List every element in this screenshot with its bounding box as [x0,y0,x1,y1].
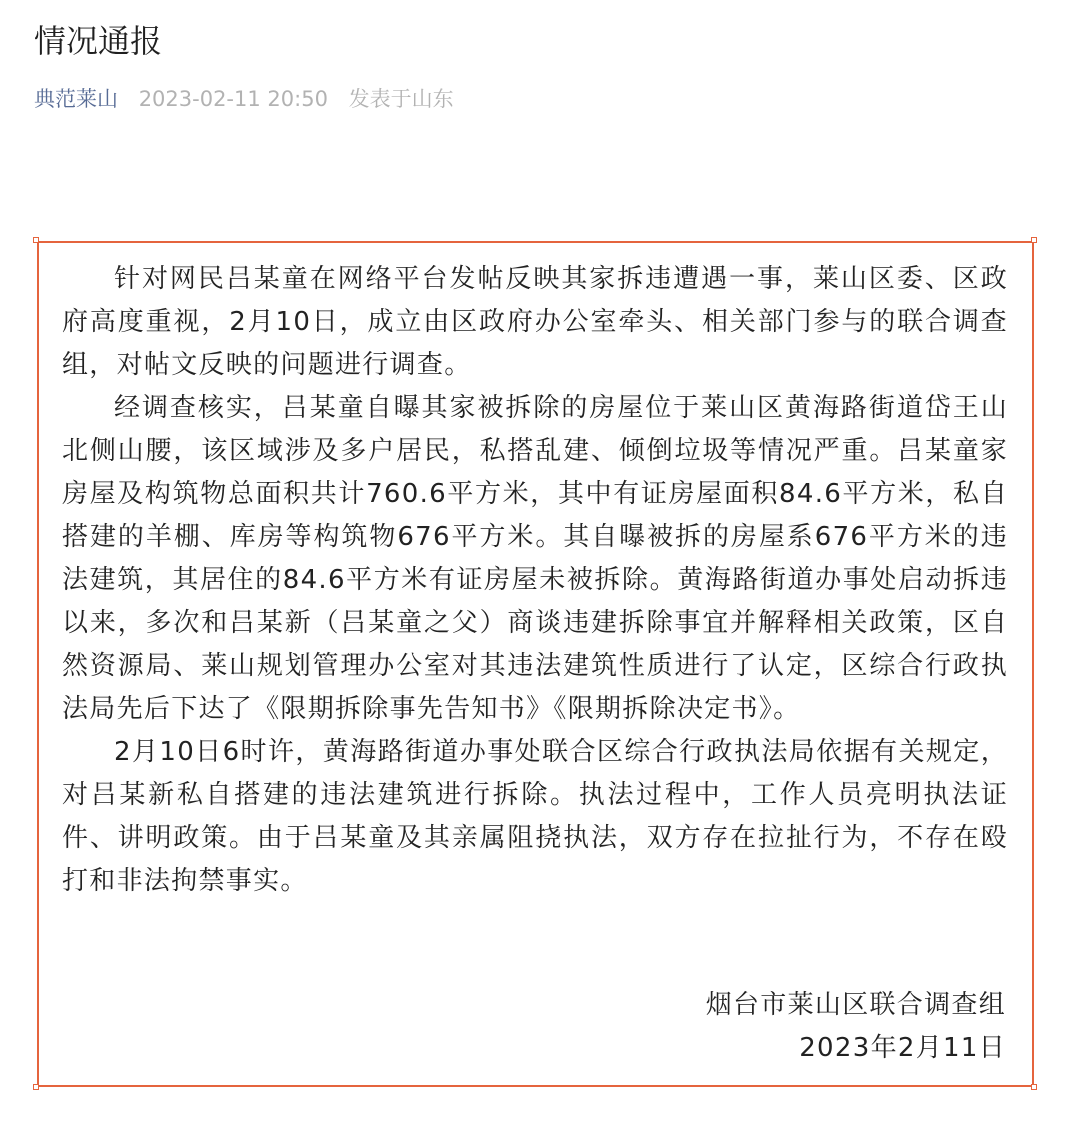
notice-signature [706,984,1006,1070]
notice-paragraph-3: 2月10日6时许，黄海路街道办事处联合区综合行政执法局依据有关规定，对吕某新私自搭建的违法建筑进行拆除。执法过程中，工作人员亮明执法证件、讲明政策。由于吕某童及其亲属阻挠执法，双方存在拉扯行为，不存在殴打和非法拘禁事实。 [62,737,1008,896]
article-title: 情况通报 [34,22,163,60]
signature-organization: 烟台市莱山区联合调查组 [705,990,1006,1020]
publish-location: 发表于山东 [348,87,454,111]
notice-paragraph-2: 经调查核实，吕某童自曝其家被拆除的房屋位于莱山区黄海路街道岱王山北侧山腰，该区域涉及多户居民，私搭乱建、倾倒垃圾等情况严重。吕某童家房屋及构筑物总面积共计760.6平方米，其中有证房屋面积84.6平方米，私自搭建的羊棚、库房等构筑物676平方米。其自曝被拆的房屋系676平方米的违法建筑，其居住的84.6平方米有证房屋未被拆除。黄海路街道办事处启动拆违以来，多次和吕某新（吕某童之父）商谈违建拆除事宜并解释相关政策，区自然资源局、莱山规划管理办公室对其违法建筑性质进行了认定，区综合行政执法局先后下达了《限期拆除事先告知书》《限期拆除决定书》。 [62,393,1008,724]
frame-corner-top-right [1031,237,1037,243]
notice-paragraph-1: 针对网民吕某童在网络平台发帖反映其家拆违遭遇一事，莱山区委、区政府高度重视，2月10日，成立由区政府办公室牵头、相关部门参与的联合调查组，对帖文反映的问题进行调查。 [62,264,1008,380]
frame-corner-bottom-left [33,1084,39,1090]
publish-time: 2023-02-11 20:50 [138,87,328,111]
frame-corner-bottom-right [1031,1084,1037,1090]
signature-date: 2023年2月11日 [799,1033,1006,1063]
article-meta [34,84,454,114]
notice-body [62,258,1008,903]
account-name-link[interactable]: 典范莱山 [34,87,118,111]
frame-corner-top-left [33,237,39,243]
